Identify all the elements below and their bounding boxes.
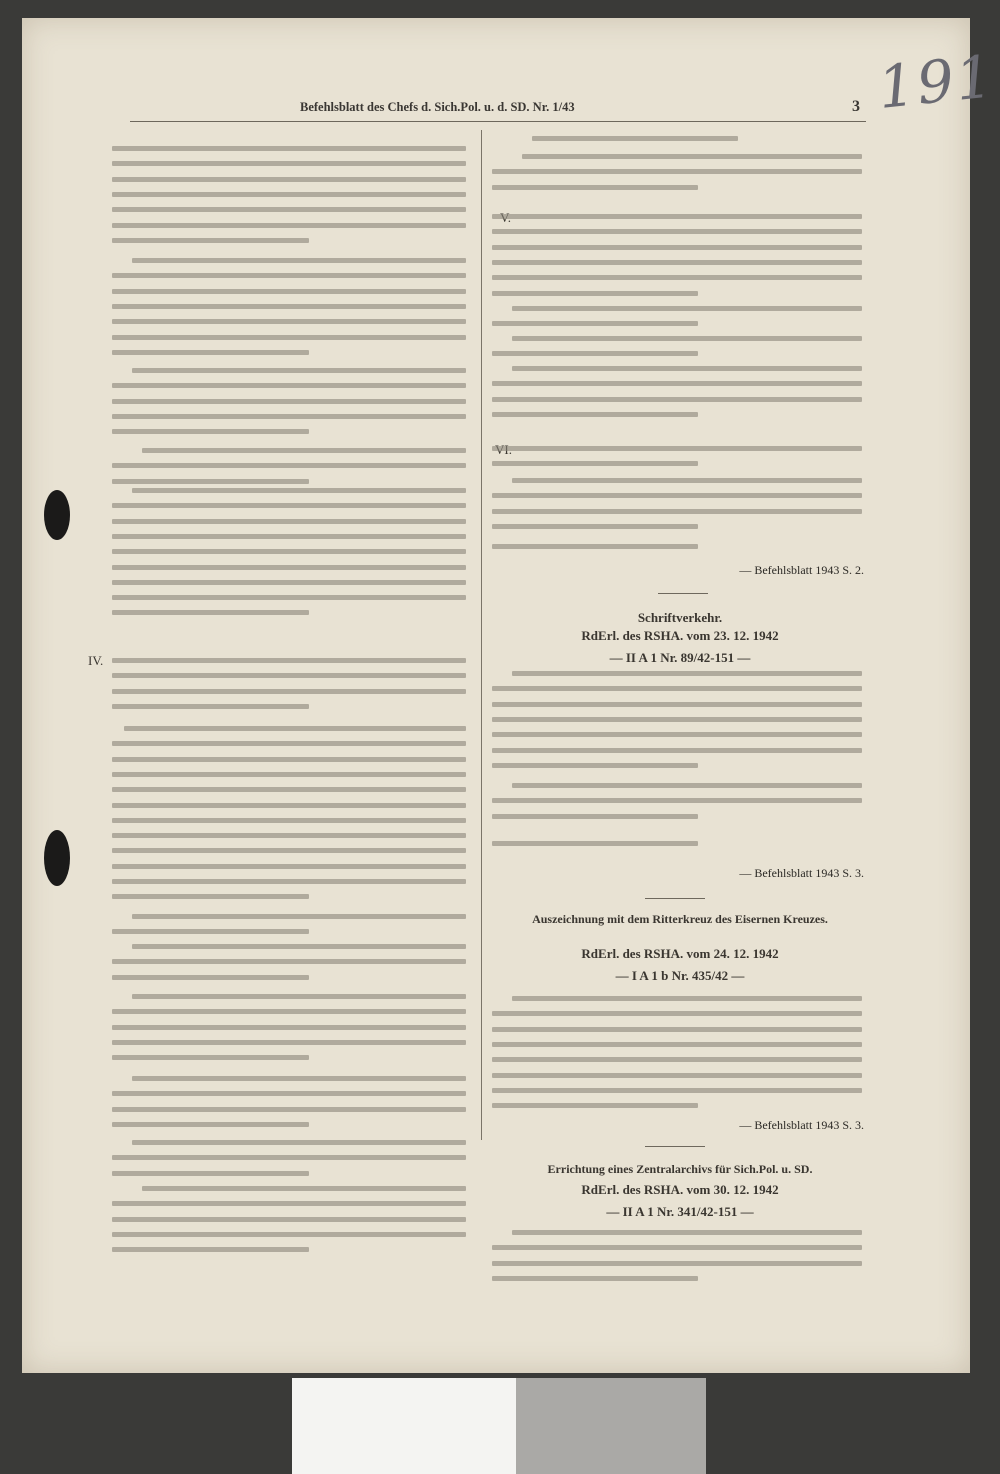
text-line — [492, 397, 862, 402]
text-line — [112, 610, 309, 615]
text-line — [112, 803, 466, 808]
text-line — [112, 818, 466, 823]
text-line — [112, 848, 466, 853]
text-line — [492, 748, 862, 753]
text-line — [492, 412, 698, 417]
text-line — [112, 673, 466, 678]
text-line — [112, 565, 466, 570]
text-line — [112, 1217, 466, 1222]
text-line — [132, 994, 466, 999]
text-line — [492, 1088, 862, 1093]
text-line — [492, 1027, 862, 1032]
text-line — [492, 351, 698, 356]
text-line — [112, 1091, 466, 1096]
text-line — [512, 336, 862, 341]
heading-schriftverkehr-sub: RdErl. des RSHA. vom 23. 12. 1942 — [581, 628, 779, 643]
text-line — [492, 214, 862, 219]
text-line — [112, 463, 466, 468]
text-line — [112, 414, 466, 419]
text-line — [492, 291, 698, 296]
text-line — [112, 177, 466, 182]
text-line — [112, 1122, 309, 1127]
text-line — [112, 161, 466, 166]
text-line — [112, 238, 309, 243]
text-line — [112, 1247, 309, 1252]
heading-zentralarchiv-ref: — II A 1 Nr. 341/42-151 — — [606, 1204, 754, 1219]
heading-auszeichnung-sub: RdErl. des RSHA. vom 24. 12. 1942 — [581, 946, 779, 961]
signoff-1: — Befehlsblatt 1943 S. 3. — [739, 866, 864, 880]
text-line — [132, 258, 466, 263]
text-line — [112, 894, 309, 899]
text-line — [492, 1073, 862, 1078]
gray-card — [516, 1378, 706, 1474]
text-line — [522, 154, 862, 159]
text-line — [492, 1042, 862, 1047]
page-header — [300, 100, 860, 115]
text-line — [112, 289, 466, 294]
text-line — [512, 671, 862, 676]
text-line — [132, 914, 466, 919]
text-line — [112, 741, 466, 746]
text-line — [112, 1201, 466, 1206]
text-line — [112, 146, 466, 151]
text-line — [112, 1009, 466, 1014]
header-rule — [130, 121, 866, 122]
text-line — [112, 192, 466, 197]
text-line — [492, 321, 698, 326]
text-line — [492, 544, 698, 549]
text-line — [112, 304, 466, 309]
text-line — [132, 1076, 466, 1081]
text-line — [492, 1276, 698, 1281]
punch-hole-bottom — [44, 830, 70, 886]
signoff-2: — Befehlsblatt 1943 S. 3. — [739, 1118, 864, 1132]
text-line — [492, 814, 698, 819]
text-line — [112, 549, 466, 554]
text-line — [112, 383, 466, 388]
text-line — [492, 275, 862, 280]
text-line — [112, 1025, 466, 1030]
text-line — [112, 689, 466, 694]
signoff-0: — Befehlsblatt 1943 S. 2. — [739, 563, 864, 577]
heading-schriftverkehr-ref: — II A 1 Nr. 89/42-151 — — [609, 650, 751, 665]
text-line — [492, 686, 862, 691]
text-line — [142, 1186, 466, 1191]
text-line — [512, 1230, 862, 1235]
text-line — [132, 944, 466, 949]
text-line — [112, 704, 309, 709]
heading-auszeichnung: Auszeichnung mit dem Ritterkreuz des Eisernen Kreuzes. — [532, 912, 828, 926]
text-line — [492, 260, 862, 265]
heading-auszeichnung-ref: — I A 1 b Nr. 435/42 — — [615, 968, 745, 983]
text-line — [112, 1107, 466, 1112]
text-line — [112, 757, 466, 762]
text-line — [512, 996, 862, 1001]
text-line — [112, 1055, 309, 1060]
text-line — [492, 169, 862, 174]
text-line — [112, 772, 466, 777]
separator — [645, 1146, 705, 1147]
text-line — [112, 350, 309, 355]
text-line — [112, 929, 309, 934]
heading-zentralarchiv: Errichtung eines Zentralarchivs für Sich.Pol. u. SD. — [547, 1162, 813, 1176]
text-line — [492, 1245, 862, 1250]
white-card — [292, 1378, 516, 1474]
separator — [658, 593, 708, 594]
text-line — [112, 879, 466, 884]
text-line — [112, 519, 466, 524]
text-line — [124, 726, 466, 731]
text-line — [492, 381, 862, 386]
text-line — [492, 717, 862, 722]
text-line — [132, 368, 466, 373]
text-line — [112, 595, 466, 600]
page-number: 3 — [852, 98, 860, 115]
text-line — [112, 658, 466, 663]
text-line — [112, 1171, 309, 1176]
text-line — [512, 306, 862, 311]
text-line — [512, 478, 862, 483]
text-line — [112, 1232, 466, 1237]
text-line — [492, 245, 862, 250]
text-line — [492, 1011, 862, 1016]
text-line — [492, 798, 862, 803]
text-line — [492, 1261, 862, 1266]
heading-schriftverkehr: Schriftverkehr. — [637, 610, 723, 625]
text-line — [112, 580, 466, 585]
text-line — [112, 503, 466, 508]
header-title: Befehlsblatt des Chefs d. Sich.Pol. u. d. SD. Nr. 1/43 — [300, 100, 575, 114]
text-line — [532, 136, 738, 141]
text-line — [132, 1140, 466, 1145]
text-line — [492, 732, 862, 737]
text-line — [112, 787, 466, 792]
separator — [645, 898, 705, 899]
text-line — [512, 783, 862, 788]
text-line — [112, 534, 466, 539]
text-line — [112, 1155, 466, 1160]
text-line — [512, 366, 862, 371]
text-line — [492, 461, 698, 466]
text-line — [112, 319, 466, 324]
text-line — [112, 959, 466, 964]
text-line — [112, 479, 309, 484]
punch-hole-top — [44, 490, 70, 540]
text-line — [112, 429, 309, 434]
text-line — [492, 1103, 698, 1108]
text-line — [112, 399, 466, 404]
text-line — [112, 223, 466, 228]
text-line — [492, 841, 698, 846]
column-divider — [481, 130, 482, 1140]
text-line — [112, 864, 466, 869]
text-line — [112, 335, 466, 340]
text-line — [492, 493, 862, 498]
text-line — [492, 185, 698, 190]
text-line — [492, 763, 698, 768]
text-line — [492, 446, 862, 451]
text-line — [142, 448, 466, 453]
handwritten-number: 191 — [874, 42, 998, 122]
text-line — [492, 702, 862, 707]
text-line — [112, 833, 466, 838]
section-marker-iv: IV. — [88, 653, 104, 668]
text-line — [112, 207, 466, 212]
text-line — [492, 509, 862, 514]
text-line — [132, 488, 466, 493]
text-line — [112, 273, 466, 278]
text-line — [492, 524, 698, 529]
heading-zentralarchiv-sub: RdErl. des RSHA. vom 30. 12. 1942 — [581, 1182, 779, 1197]
text-line — [492, 229, 862, 234]
text-line — [112, 1040, 466, 1045]
text-line — [112, 975, 309, 980]
text-line — [492, 1057, 862, 1062]
